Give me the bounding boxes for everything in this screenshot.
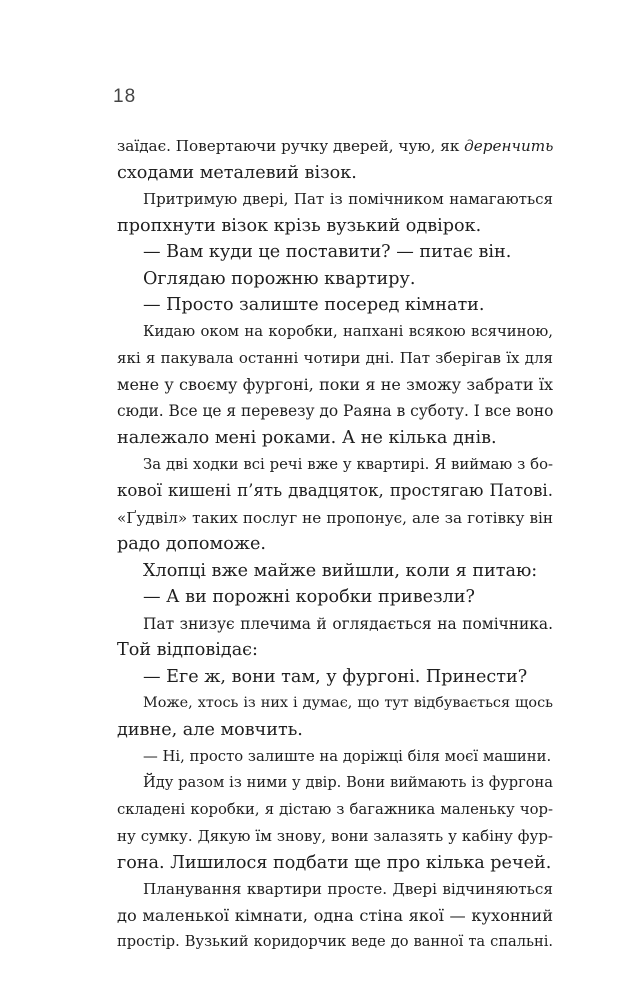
text-line: простір. Вузький коридорчик веде до ванної та спальні. [117, 933, 553, 951]
text-line: до маленької кімнати, одна стіна якої — кухонний [117, 905, 553, 925]
text-line: кової кишені п’ять двадцяток, простягаю Патові. [117, 481, 553, 501]
text-line: Оглядаю порожню квартиру. [143, 268, 416, 289]
text-line: гона. Лишилося подбати ще про кілька речей. [117, 852, 552, 873]
text-line: мене у своєму фургоні, поки я не зможу забрати їх [117, 374, 553, 394]
text-line: належало мені роками. А не кілька днів. [117, 428, 497, 449]
page-number: 18 [113, 86, 137, 107]
body-text [117, 133, 553, 956]
text-line: Кидаю оком на коробки, напхані всякою всячиною, [143, 322, 553, 340]
text-line: сюди. Все це я перевезу до Раяна в суботу. І все воно [117, 402, 554, 421]
text-line: складені коробки, я дістаю з багажника маленьку чор- [117, 800, 553, 818]
text-line: За дві ходки всі речі вже у квартирі. Я виймаю з бо- [143, 455, 553, 473]
text-line: Той відповідає: [117, 640, 258, 661]
text-line: які я пакувала останні чотири дні. Пат зберігав їх для [117, 349, 553, 368]
text-line: Пат знизує плечима й оглядається на помічника. [143, 614, 553, 633]
text-line: радо допоможе. [117, 534, 266, 555]
text-line: «Ґудвіл» таких послуг не пропонує, але за готівку він [117, 508, 553, 527]
text-line: сходами металевий візок. [117, 162, 357, 183]
text-line: Хлопці вже майже вийшли, коли я питаю: [143, 560, 538, 581]
text-line: — Вам куди це поставити? — питає він. [143, 242, 512, 263]
text-line: заїдає. Повертаючи ручку дверей, чую, як деренчить [117, 137, 554, 155]
text-line: пропхнути візок крізь вузький одвірок. [117, 215, 482, 236]
text-line: Планування квартири просте. Двері відчиняються [143, 880, 553, 899]
italic-word: деренчить [464, 137, 554, 155]
text-line: Йду разом із ними у двір. Вони виймають із фургона [143, 774, 553, 792]
text-line: Притримую двері, Пат із помічником намагаються [143, 190, 553, 209]
text-line: дивне, але мовчить. [117, 720, 303, 741]
text-line: Може, хтось із них і думає, що тут відбувається щось [143, 695, 553, 712]
text-line: — Просто залиште посеред кімнати. [143, 295, 485, 316]
text-line: — А ви порожні коробки привезли? [143, 587, 475, 608]
text-line: ну сумку. Дякую їм знову, вони залазять у кабіну фур- [117, 827, 553, 846]
text-line: — Ні, просто залиште на доріжці біля моєї машини. [143, 747, 552, 765]
text-line: — Еге ж, вони там, у фургоні. Принести? [143, 666, 528, 687]
